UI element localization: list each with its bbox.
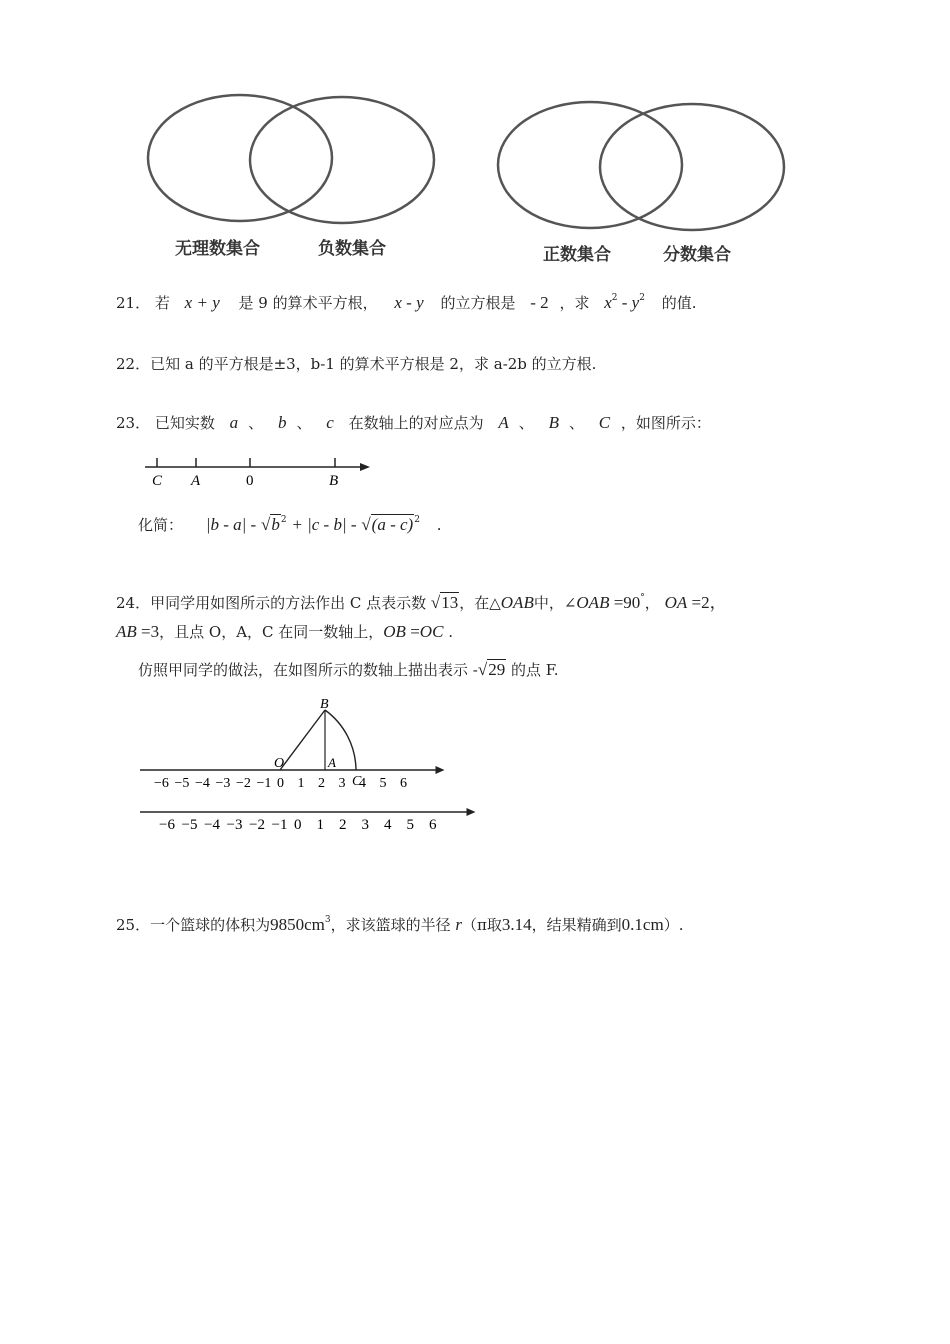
tick-label: −2 bbox=[236, 776, 251, 791]
tick-label: −6 bbox=[159, 817, 175, 833]
question-number: 25． bbox=[116, 916, 151, 934]
axis-label-B: B bbox=[329, 473, 339, 489]
question-24-line2: AB =3，且点 O，A，C 在同一数轴上，OB =OC . bbox=[116, 622, 453, 641]
venn-circle-irrational bbox=[148, 95, 332, 221]
question-22: 22．已知 a 的平方根是±3，b-1 的算术平方根是 2，求 a-2b 的立方根. bbox=[116, 355, 597, 373]
question-25: 25．一个篮球的体积为$9850cm^3$，求该篮球的半径 r（π取3.14，结果精确到0.1cm）. bbox=[116, 915, 684, 934]
venn-diagrams bbox=[0, 0, 950, 280]
tick-label: 5 bbox=[379, 776, 387, 791]
point-label-O: O bbox=[274, 756, 285, 771]
tick-label: 2 bbox=[339, 817, 347, 833]
question-number: 22． bbox=[116, 355, 151, 373]
tick-label: 6 bbox=[429, 817, 437, 833]
tick-label: −1 bbox=[271, 817, 288, 833]
point-label-A: A bbox=[328, 755, 336, 770]
tick-label: −1 bbox=[256, 776, 272, 791]
tick-label: −6 bbox=[154, 776, 169, 791]
tick-label: −4 bbox=[204, 817, 220, 833]
simplify-expression: 化简： $|b - a| - √b^2 + |c - b| - √(a - c)^2$ . bbox=[138, 515, 442, 534]
tick-label: −5 bbox=[181, 817, 198, 833]
tick-label: 2 bbox=[318, 776, 325, 791]
axis-label-A: A bbox=[191, 473, 201, 489]
axis-label-0: 0 bbox=[246, 473, 254, 489]
venn-circle-negative bbox=[250, 97, 434, 223]
point-label-C: C bbox=[352, 774, 362, 789]
tick-label: −4 bbox=[195, 776, 210, 791]
tick-label: 3 bbox=[361, 817, 369, 833]
tick-label: 1 bbox=[297, 776, 305, 791]
question-number: 24． bbox=[116, 594, 151, 612]
point-label-B: B bbox=[320, 697, 329, 712]
venn-label-irrational: 无理数集合 bbox=[175, 239, 260, 259]
tick-label: 0 bbox=[294, 817, 302, 833]
axis-arrow bbox=[467, 808, 476, 816]
axis-arrow bbox=[436, 766, 445, 774]
tick-label: 1 bbox=[316, 817, 324, 833]
tick-label: −5 bbox=[174, 776, 190, 791]
question-23: 23． 已知实数 a 、 b 、 c 在数轴上的对应点为 A 、 B 、 C ，如图所示： bbox=[116, 413, 711, 432]
venn-label-positive: 正数集合 bbox=[543, 245, 611, 265]
venn-label-negative: 负数集合 bbox=[318, 239, 386, 259]
tick-label: 4 bbox=[359, 776, 366, 791]
tick-label: 0 bbox=[277, 776, 284, 791]
venn-circle-positive bbox=[498, 102, 682, 228]
question-24: 24．甲同学用如图所示的方法作出 C 点表示数 √13，在△OAB中，∠OAB =90°， OA =2， bbox=[116, 593, 727, 612]
tick-label: 4 bbox=[384, 817, 392, 833]
tick-label: 5 bbox=[406, 817, 414, 833]
question-21: 21． 若 x + y 是 9 的算术平方根， x - y 的立方根是 - 2 ，求 $x^2 - y^2$ 的值. bbox=[116, 293, 697, 312]
tick-label: 3 bbox=[338, 776, 346, 791]
venn-circle-fraction bbox=[600, 104, 784, 230]
axis-label-C: C bbox=[152, 473, 163, 489]
question-number: 23． bbox=[116, 414, 151, 432]
tick-label: −3 bbox=[226, 817, 243, 833]
tick-label: −3 bbox=[215, 776, 231, 791]
question-number: 21． bbox=[116, 294, 151, 312]
number-line-23 bbox=[140, 452, 380, 492]
question-24-task: 仿照甲同学的做法，在如图所示的数轴上描出表示 -√29 的点 F. bbox=[138, 660, 559, 679]
venn-label-fraction: 分数集合 bbox=[663, 245, 731, 265]
tick-label: 6 bbox=[400, 776, 407, 791]
tick-label: −2 bbox=[249, 817, 265, 833]
construction-figure bbox=[130, 690, 480, 840]
